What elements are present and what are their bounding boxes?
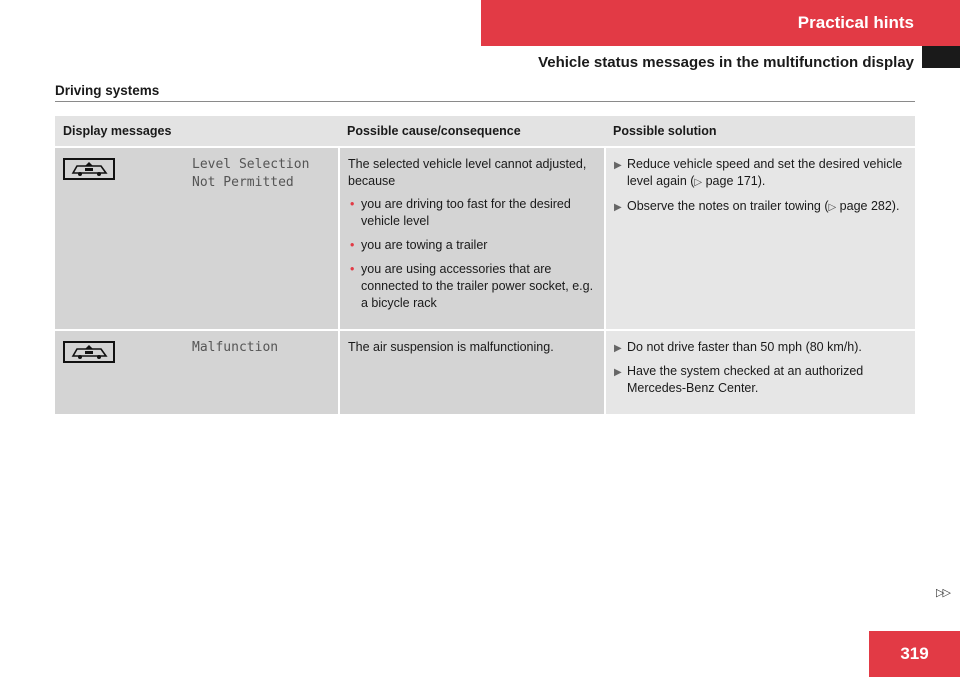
- display-message-cell: [184, 330, 339, 415]
- cause-intro: The air suspension is malfunctioning.: [348, 340, 554, 354]
- step-arrow-icon: ▶: [614, 202, 622, 213]
- solution-text: Reduce vehicle speed and set the desired vehicle level again (: [627, 157, 903, 188]
- corner-marker: [922, 46, 960, 68]
- table-header-row: [55, 116, 915, 147]
- list-item: • you are driving too fast for the desired vehicle level: [348, 196, 596, 230]
- list-item: • you are using accessories that are connected to the trailer power socket, e.g. a bicycle rack: [348, 261, 596, 312]
- page-ref-arrow-icon: ▷: [694, 177, 703, 188]
- solution-text: Do not drive faster than 50 mph (80 km/h).: [627, 340, 862, 354]
- air-suspension-warning-icon: [63, 158, 115, 180]
- display-message-line: Not Permitted: [192, 175, 294, 190]
- cause-cell: [339, 147, 605, 330]
- page-subtitle: Vehicle status messages in the multifunction display: [538, 54, 914, 71]
- solution-step: [614, 156, 907, 191]
- solution-step: [614, 198, 907, 216]
- cause-list: [348, 196, 596, 312]
- list-item: • you are towing a trailer: [348, 237, 596, 254]
- section-heading: Driving systems: [55, 83, 160, 98]
- status-messages-table: [55, 116, 915, 416]
- cause-cell: [339, 330, 605, 415]
- table-row: [55, 147, 915, 330]
- cause-intro: The selected vehicle level cannot adjusted, because: [348, 157, 587, 188]
- page-ref-link[interactable]: page 171).: [702, 174, 766, 188]
- table-row: [55, 330, 915, 415]
- solution-step: [614, 363, 907, 397]
- continue-arrow-icon: ▷▷: [936, 587, 949, 599]
- solution-text: Have the system checked at an authorized Mercedes-Benz Center.: [627, 364, 864, 395]
- display-message-line: Level Selection: [192, 157, 310, 172]
- column-header-solution: Possible solution: [605, 116, 915, 147]
- icon-cell: [55, 147, 184, 330]
- section-title: Practical hints: [797, 13, 914, 32]
- solution-cell: [605, 147, 915, 330]
- column-header-display: Display messages: [55, 116, 339, 147]
- icon-cell: [55, 330, 184, 415]
- air-suspension-warning-icon: [63, 341, 115, 363]
- section-tab: [481, 0, 960, 46]
- solution-cell: [605, 330, 915, 415]
- display-message-line: Malfunction: [192, 340, 279, 355]
- step-arrow-icon: ▶: [614, 160, 622, 171]
- step-arrow-icon: ▶: [614, 367, 622, 378]
- page-number: [869, 631, 960, 677]
- solution-text: Observe the notes on trailer towing (: [627, 199, 829, 213]
- page-number-text: 319: [900, 644, 929, 663]
- solution-step: [614, 339, 907, 356]
- page-ref-link[interactable]: page 282).: [836, 199, 900, 213]
- column-header-cause: Possible cause/consequence: [339, 116, 605, 147]
- display-message-cell: [184, 147, 339, 330]
- page-ref-arrow-icon: ▷: [828, 202, 837, 213]
- heading-divider: [55, 101, 915, 102]
- step-arrow-icon: ▶: [614, 343, 622, 354]
